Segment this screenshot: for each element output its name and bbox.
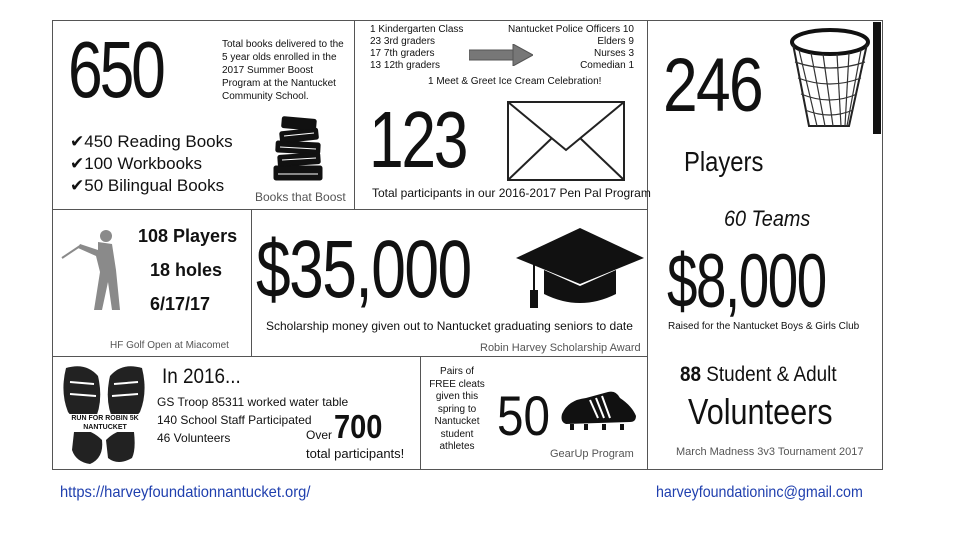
envelope-icon xyxy=(506,100,626,182)
penpal-right-line: Nurses 3 xyxy=(593,48,634,59)
run-total: 700 xyxy=(334,408,383,445)
scholarship-award: Robin Harvey Scholarship Award xyxy=(480,342,641,354)
basketball-players: Players xyxy=(684,146,764,177)
madness-count: 88 xyxy=(680,363,702,386)
run-logo-text: RUN FOR ROBIN 5K NANTUCKET xyxy=(62,414,148,432)
run-line: 46 Volunteers xyxy=(157,431,231,445)
graduation-cap-icon xyxy=(514,224,646,314)
books-item: ✔100 Workbooks xyxy=(70,154,203,173)
penpal-left-line: 23 3rd graders xyxy=(370,36,436,47)
basketball-amount-caption: Raised for the Nantucket Boys & Girls Club xyxy=(668,321,860,332)
golfer-icon xyxy=(60,226,130,314)
run-line: 140 School Staff Participated xyxy=(157,413,312,427)
basketball-hoop-icon xyxy=(785,22,883,134)
golf-caption: HF Golf Open at Miacomet xyxy=(110,340,229,351)
divider xyxy=(647,20,648,470)
penpal-left-line: 1 Kindergarten Class xyxy=(370,24,464,35)
books-description: Total books delivered to the 5 year olds enrolled in the 2017 Summer Boost Program at the Nantucket Community School. xyxy=(222,39,344,102)
golf-holes: 18 holes xyxy=(150,260,223,280)
books-icon xyxy=(270,114,328,184)
penpal-event: 1 Meet & Greet Ice Cream Celebration! xyxy=(428,76,602,87)
books-number: 650 xyxy=(68,25,163,114)
email-link[interactable]: harveyfoundationinc@gmail.com xyxy=(656,484,863,501)
basketball-number: 246 xyxy=(663,43,763,128)
scholarship-caption: Scholarship money given out to Nantucket graduating seniors to date xyxy=(266,319,633,333)
madness-caption: March Madness 3v3 Tournament 2017 xyxy=(676,446,864,458)
divider xyxy=(52,356,648,357)
penpal-right-line: Comedian 1 xyxy=(580,60,634,71)
books-item: ✔450 Reading Books xyxy=(70,132,233,151)
books-list xyxy=(70,131,233,197)
penpal-right-list xyxy=(500,24,634,72)
madness-volunteers: Volunteers xyxy=(688,391,833,432)
books-caption: Books that Boost xyxy=(255,190,346,204)
penpal-right-line: Nantucket Police Officers 10 xyxy=(508,24,634,35)
cleats-icon xyxy=(558,386,640,434)
run-line: GS Troop 85311 worked water table xyxy=(157,395,349,409)
gearup-text: Pairs of FREE cleats given this spring to Nantucket student athletes xyxy=(429,366,485,452)
books-item: ✔50 Bilingual Books xyxy=(70,176,225,195)
penpal-right-line: Elders 9 xyxy=(597,36,634,47)
penpal-left-line: 13 12th graders xyxy=(370,60,441,71)
scholarship-amount: $35,000 xyxy=(256,224,471,315)
run-over: Over xyxy=(306,428,333,442)
madness-volunteers-line xyxy=(680,362,837,388)
golf-players: 108 Players xyxy=(138,226,238,246)
website-link[interactable]: https://harveyfoundationnantucket.org/ xyxy=(60,484,311,501)
run-heading: In 2016... xyxy=(162,365,241,388)
penpal-left-list xyxy=(370,24,463,72)
divider xyxy=(354,20,355,209)
gearup-caption: GearUp Program xyxy=(550,448,634,460)
divider xyxy=(52,209,648,210)
gearup-number: 50 xyxy=(497,384,550,447)
penpal-caption: Total participants in our 2016-2017 Pen Pal Program xyxy=(372,186,651,200)
penpal-left-line: 17 7th graders xyxy=(370,48,435,59)
divider xyxy=(251,209,252,356)
run-total-caption: total participants! xyxy=(306,446,405,461)
basketball-teams: 60 Teams xyxy=(724,206,811,231)
penpal-number: 123 xyxy=(369,95,467,184)
golf-date: 6/17/17 xyxy=(150,294,211,314)
divider xyxy=(420,356,421,470)
madness-label: Student & Adult xyxy=(701,363,837,386)
basketball-amount: $8,000 xyxy=(667,239,826,324)
